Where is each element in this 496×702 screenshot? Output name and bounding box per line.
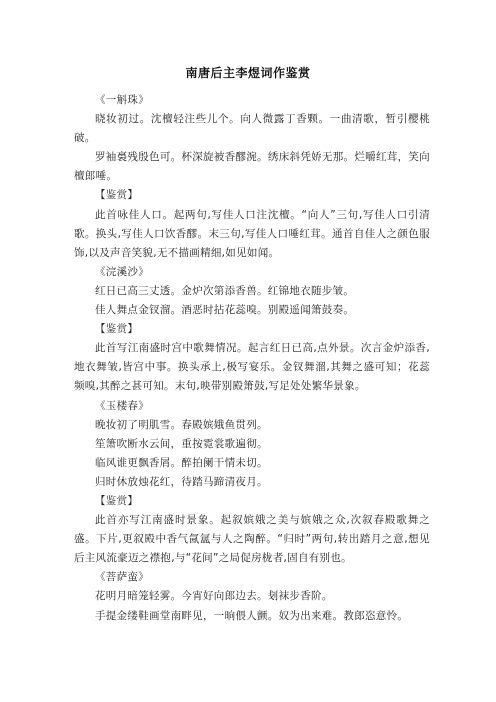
commentary-text: 此首咏佳人口。起两句,写佳人口注沈檀。“向人”三句,写佳人口引清歌。换头,写佳人口饮香醪。末三句,写佳人口唾红茸。通首自佳人之颜色服饰,以及声音笑貌,无不描画精细,如见如闻。 (74, 208, 430, 259)
commentary-text: 此首亦写江南盛时景象。起叙嫔娥之美与嫔娥之众,次叙春殿歌舞之盛。下片,更叙殿中香气氤氲与人之陶醉。“归时”两句,转出踏月之意,想见后主风流豪迈之襟抱,与“花间”之局促房栊者,固自有别也。 (74, 514, 430, 565)
poem-line: 临风谁更飘香屑。醉拍阑干情未切。 (95, 456, 268, 469)
page-title: 南唐后主李煜词作鉴赏 (185, 66, 311, 80)
article-body (74, 91, 430, 626)
poem-line: 手提金缕鞋画堂南畔见，一晌偎人颤。奴为出来难。教郎恣意怜。 (95, 609, 409, 622)
poem-line: 佳人舞点金钗溜。酒恶时拈花蕊嗅。别殿遥闻箫鼓奏。 (95, 304, 355, 317)
poem-line: 花明月暗笼轻雾。今宵好向郎边去。刬袜步香阶。 (95, 590, 333, 603)
poem-title: 《菩萨蛮》 (95, 571, 149, 584)
commentary-heading: 【鉴赏】 (95, 494, 139, 507)
poem-line: 笙箫吹断水云间，重按霓裳歌遍彻。 (95, 437, 268, 450)
poem-line: 红日已高三丈透。金炉次第添香兽。红锦地衣随步皱。 (95, 284, 355, 297)
commentary-text: 此首写江南盛时宫中歌舞情况。起言红日已高,点外景。次言金炉添香,地衣舞皱,皆宫中事。换头承上,极写宴乐。金钗舞溜,其舞之盛可知；花蕊频嗅,其醉之甚可知。末句,映带别殿箫鼓,写足处处繁华景象。 (74, 342, 430, 393)
poem-line: 罗袖裛残殷色可。杯深旋被香醪涴。绣床斜凭娇无那。烂嚼红茸，笑向檀郎唾。 (74, 151, 430, 183)
poem-line: 归时休放烛花红，待踏马蹄清夜月。 (95, 475, 268, 488)
commentary-heading: 【鉴赏】 (95, 323, 139, 336)
poem-line: 晓妆初过。沈檀轻注些儿个。向人微露丁香颗。一曲清歌，暂引樱桃破。 (74, 113, 430, 145)
poem-title: 《玉楼春》 (95, 399, 149, 412)
poem-line: 晚妆初了明肌雪。春殿嫔娥鱼贯列。 (95, 418, 268, 431)
commentary-heading: 【鉴赏】 (95, 189, 139, 202)
poem-title: 《一斛珠》 (95, 94, 149, 106)
poem-title: 《浣溪沙》 (95, 265, 149, 278)
